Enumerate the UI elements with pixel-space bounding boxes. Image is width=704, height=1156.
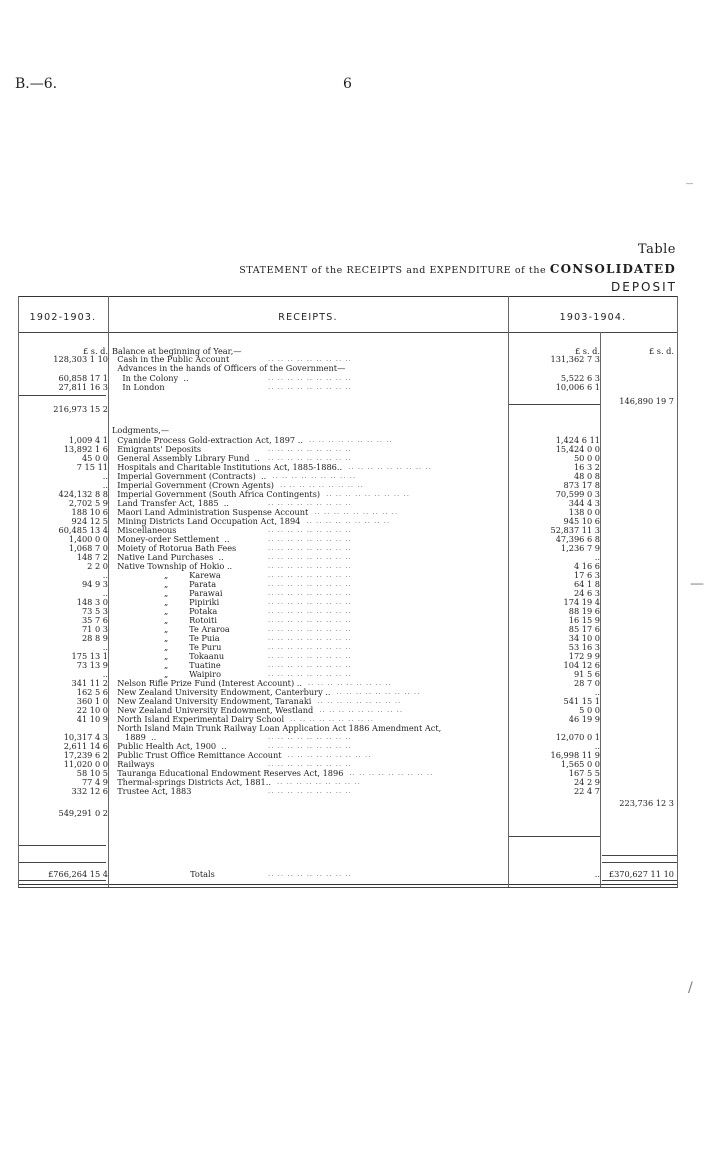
table-row (18, 414, 678, 424)
amount-1902-1903: 94 9 3 (81, 579, 108, 589)
amount-1902-1903: 13,892 1 6 (63, 444, 108, 454)
receipt-description: In the Colony .. (112, 373, 189, 383)
amount-1902-1903: 22 10 0 (76, 705, 108, 715)
amount-1903-1904-item: 1,236 7 9 (560, 543, 600, 553)
dot-leader: .. .. .. .. .. .. .. .. .. (268, 562, 352, 570)
receipt-description: „ Te Puia (112, 633, 220, 643)
amount-1903-1904-item: 47,396 6 8 (555, 534, 600, 544)
table-row (18, 404, 678, 414)
amount-1902-1903: .. (102, 471, 108, 481)
amount-1902-1903: 424,132 8 8 (58, 489, 108, 499)
column-header-1903-1904: 1903-1904. (559, 312, 627, 323)
table-row (18, 869, 678, 879)
amount-1902-1903: £ s. d. (82, 346, 108, 356)
amount-1902-1903: .. (102, 570, 108, 580)
dot-leader: .. .. .. .. .. .. .. .. .. (317, 697, 402, 705)
dot-leader: .. .. .. .. .. .. .. .. .. (308, 436, 393, 444)
amount-1903-1904-item: £ s. d. (574, 346, 600, 356)
amount-1903-1904-item: 16,998 11 9 (550, 750, 600, 760)
amount-1902-1903: 2,611 14 6 (63, 741, 108, 751)
receipt-description: Trustee Act, 1883 (112, 786, 192, 796)
receipt-description: „ Pipiriki (112, 597, 220, 607)
amount-1903-1904-item: 46 19 9 (568, 714, 600, 724)
receipt-description: „ Potaka (112, 606, 218, 616)
dot-leader: .. .. .. .. .. .. .. .. .. (348, 463, 432, 471)
table-row (18, 425, 678, 435)
amount-1903-1904-total: 223,736 12 3 (619, 798, 674, 808)
amount-1902-1903: 216,973 15 2 (53, 404, 108, 414)
amount-1903-1904-item: 53 16 3 (568, 642, 600, 652)
amount-1903-1904-item: 5 0 0 (579, 705, 600, 715)
receipt-description: „ Te Puru (112, 642, 222, 652)
dot-leader: .. .. .. .. .. .. .. .. .. (272, 472, 357, 480)
amount-1902-1903: 360 1 0 (76, 696, 108, 706)
amount-1902-1903: .. (102, 480, 108, 490)
amount-1902-1903: 1,400 0 0 (68, 534, 108, 544)
document-reference: B.—6. (15, 76, 58, 92)
amount-1902-1903: 27,811 16 3 (58, 382, 108, 392)
receipt-description: Hospitals and Charitable Institutions Act, 1885-1886.. (112, 462, 343, 472)
amount-1903-1904-item: 138 0 0 (568, 507, 600, 517)
receipt-description: Public Health Act, 1900 .. (112, 741, 227, 751)
column-header-1902-1903: 1902-1903. (29, 312, 97, 323)
dot-leader: .. .. .. .. .. .. .. .. .. (268, 870, 352, 878)
dot-leader: .. .. .. .. .. .. .. .. .. (268, 589, 352, 597)
dot-leader: .. .. .. .. .. .. .. .. .. (268, 661, 352, 669)
receipt-description: Cash in the Public Account (112, 354, 230, 364)
amount-1903-1904-item: 1,565 0 0 (560, 759, 600, 769)
amount-1902-1903: 60,858 17 1 (58, 373, 108, 383)
amount-1903-1904-item: 873 17 8 (563, 480, 600, 490)
dot-leader: .. .. .. .. .. .. .. .. .. (268, 652, 352, 660)
amount-1902-1903: 332 12 6 (71, 786, 108, 796)
amount-1903-1904-item: 15,424 0 0 (555, 444, 600, 454)
amount-1902-1903: 35 7 6 (81, 615, 108, 625)
receipt-description: North Island Experimental Dairy School (112, 714, 285, 724)
receipt-description: New Zealand University Endowment, Taranaki (112, 696, 312, 706)
dot-leader: .. .. .. .. .. .. .. .. .. (268, 553, 352, 561)
statement-subtitle: DEPOSIT (611, 280, 677, 294)
amount-1903-1904-item: .. (594, 687, 600, 697)
amount-1903-1904-item: 16 3 2 (573, 462, 600, 472)
receipt-description: Emigrants' Deposits (112, 444, 202, 454)
table-row (18, 786, 678, 796)
dot-leader: .. .. .. .. .. .. .. .. .. (268, 787, 352, 795)
dot-leader: .. .. .. .. .. .. .. .. .. (276, 778, 361, 786)
receipt-description: Balance at beginning of Year,— (112, 346, 242, 356)
dot-leader: .. .. .. .. .. .. .. .. .. (268, 355, 352, 363)
receipt-description: Imperial Government (Crown Agents) (112, 480, 274, 490)
amount-1902-1903: 1,068 7 0 (68, 543, 108, 553)
amount-1903-1904-item: 70,599 0 3 (555, 489, 600, 499)
amount-1902-1903: 73 13 9 (76, 660, 108, 670)
receipt-description: Public Trust Office Remittance Account (112, 750, 282, 760)
dot-leader: .. .. .. .. .. .. .. .. .. (268, 598, 352, 606)
receipt-description: Imperial Government (Contracts) .. (112, 471, 267, 481)
dot-leader: .. .. .. .. .. .. .. .. .. (268, 526, 352, 534)
amount-1902-1903: 148 7 2 (76, 552, 108, 562)
amount-1903-1904-item: 344 4 3 (568, 498, 600, 508)
receipt-description: „ Waipiro (112, 669, 222, 679)
dot-leader: .. .. .. .. .. .. .. .. .. (268, 383, 352, 391)
amount-1903-1904-item: 167 5 5 (568, 768, 600, 778)
amount-1902-1903: 41 10 9 (76, 714, 108, 724)
amount-1903-1904-item: 88 19 6 (568, 606, 600, 616)
dot-leader: .. .. .. .. .. .. .. .. .. (268, 580, 352, 588)
dot-leader: .. .. .. .. .. .. .. .. .. (279, 481, 364, 489)
receipt-description: Native Land Purchases .. (112, 552, 224, 562)
page-number: 6 (343, 76, 352, 92)
amount-1903-1904-item: 104 12 6 (563, 660, 600, 670)
dot-leader: .. .. .. .. .. .. .. .. .. (268, 760, 352, 768)
amount-1902-1903: 71 0 3 (81, 624, 108, 634)
amount-1902-1903: 549,291 0 2 (58, 808, 108, 818)
dot-leader: .. .. .. .. .. .. .. .. .. (268, 670, 352, 678)
dot-leader: .. .. .. .. .. .. .. .. .. (349, 769, 434, 777)
receipt-description: New Zealand University Endowment, Westland (112, 705, 314, 715)
receipt-description: Cyanide Process Gold-extraction Act, 1897 .. (112, 435, 303, 445)
receipt-description: Land Transfer Act, 1885 .. (112, 498, 230, 508)
amount-1903-1904-item: 12,070 0 1 (555, 732, 600, 742)
receipt-description: „ Parata (112, 579, 217, 589)
dot-leader: .. .. .. .. .. .. .. .. .. (336, 688, 421, 696)
receipt-description: General Assembly Library Fund .. (112, 453, 260, 463)
amount-1903-1904-item: 541 15 1 (563, 696, 600, 706)
amount-1902-1903: 17,239 6 2 (63, 750, 108, 760)
dot-leader: .. .. .. .. .. .. .. .. .. (268, 616, 352, 624)
amount-1903-1904-item: .. (594, 869, 600, 879)
amount-1903-1904-item: 131,362 7 3 (550, 354, 600, 364)
amount-1903-1904-item: 10,006 6 1 (555, 382, 600, 392)
amount-1903-1904-item: 24 2 9 (573, 777, 600, 787)
amount-1902-1903: 1,009 4 1 (68, 435, 108, 445)
receipt-description: North Island Main Trunk Railway Loan Application Act 1886 Amendment Act, (112, 723, 442, 733)
table-row (18, 818, 678, 828)
amount-1902-1903: 188 10 6 (71, 507, 108, 517)
amount-1903-1904-item: 16 15 9 (568, 615, 600, 625)
amount-1903-1904-item: 22 4 7 (573, 786, 600, 796)
dot-leader: .. .. .. .. .. .. .. .. .. (319, 706, 404, 714)
edge-mark: — (690, 576, 704, 592)
column-header-receipts: RECEIPTS. (278, 312, 338, 323)
amount-1902-1903: 10,317 4 3 (63, 732, 108, 742)
amount-1902-1903: 28 8 9 (81, 633, 108, 643)
receipt-description: Tauranga Educational Endowment Reserves Act, 1896 (112, 768, 344, 778)
amount-1903-1904-item: 17 6 3 (573, 570, 600, 580)
edge-mark: / (688, 980, 693, 996)
amount-1903-1904-item: 52,837 11 3 (550, 525, 600, 535)
dot-leader: .. .. .. .. .. .. .. .. .. (268, 535, 352, 543)
amount-1902-1903: .. (102, 642, 108, 652)
dot-leader: .. .. .. .. .. .. .. .. .. (290, 715, 374, 723)
amount-1902-1903: .. (102, 669, 108, 679)
amount-1903-1904-item: .. (594, 552, 600, 562)
dot-leader: .. .. .. .. .. .. .. .. .. (268, 499, 352, 507)
dot-leader: .. .. .. .. .. .. .. .. .. (268, 733, 352, 741)
amount-1903-1904-item: 50 0 0 (573, 453, 600, 463)
amount-1902-1903: 2,702 5 9 (68, 498, 108, 508)
amount-1903-1904-item: 91 5 6 (573, 669, 600, 679)
amount-1903-1904-item: 5,522 6 3 (560, 373, 600, 383)
amount-1903-1904-item: 64 1 8 (573, 579, 600, 589)
receipt-description: Railways (112, 759, 155, 769)
dot-leader: .. .. .. .. .. .. .. .. .. (268, 445, 352, 453)
dot-leader: .. .. .. .. .. .. .. .. .. (314, 508, 399, 516)
dot-leader: .. .. .. .. .. .. .. .. .. (268, 607, 352, 615)
receipt-description: New Zealand University Endowment, Canterbury .. (112, 687, 331, 697)
amount-1903-1904-item: 1,424 6 11 (555, 435, 600, 445)
dot-leader: .. .. .. .. .. .. .. .. .. (268, 643, 352, 651)
amount-1903-1904-item: 4 16 6 (573, 561, 600, 571)
amount-1903-1904-item: 24 6 3 (573, 588, 600, 598)
dot-leader: .. .. .. .. .. .. .. .. .. (268, 625, 352, 633)
amount-1903-1904-item: 945 10 6 (563, 516, 600, 526)
statement-title-prefix: STATEMENT of the RECEIPTS and EXPENDITURE of the (239, 265, 547, 276)
receipt-description: In London (112, 382, 165, 392)
amount-1903-1904-item: 48 0 8 (573, 471, 600, 481)
amount-1903-1904-total: £370,627 11 10 (608, 869, 674, 879)
dot-leader: .. .. .. .. .. .. .. .. .. (268, 742, 352, 750)
dot-leader: .. .. .. .. .. .. .. .. .. (268, 544, 352, 552)
receipt-description: Thermal-springs Districts Act, 1881.. (112, 777, 271, 787)
receipt-description: Lodgments,— (112, 425, 170, 435)
amount-1903-1904-item: 85 17 6 (568, 624, 600, 634)
amount-1902-1903: 341 11 2 (71, 678, 108, 688)
dot-leader: .. .. .. .. .. .. .. .. .. (307, 679, 392, 687)
amount-1902-1903: 45 0 0 (81, 453, 108, 463)
table-label: Table (637, 242, 676, 257)
receipt-description: Nelson Rifle Prize Fund (Interest Account) .. (112, 678, 302, 688)
table-row (18, 382, 678, 392)
dot-leader: .. .. .. .. .. .. .. .. .. (268, 454, 352, 462)
dot-leader: .. .. .. .. .. .. .. .. .. (268, 634, 352, 642)
amount-1902-1903: .. (102, 588, 108, 598)
receipt-description: Native Township of Hokio .. (112, 561, 233, 571)
statement-title (0, 262, 676, 276)
amount-1902-1903: 11,020 0 0 (63, 759, 108, 769)
amount-1902-1903: 148 3 0 (76, 597, 108, 607)
dot-leader: .. .. .. .. .. .. .. .. .. (326, 490, 410, 498)
receipts-table (18, 296, 678, 905)
receipt-description: „ Rotoiti (112, 615, 217, 625)
receipt-description: Advances in the hands of Officers of the Government— (112, 363, 346, 373)
receipt-description: „ Te Araroa (112, 624, 230, 634)
receipt-description: „ Tuatine (112, 660, 221, 670)
statement-title-emphasis: CONSOLIDATED (549, 262, 676, 276)
amount-1903-1904-item: 34 10 0 (568, 633, 600, 643)
amount-1903-1904-total: 146,890 19 7 (619, 396, 674, 406)
dot-leader: .. .. .. .. .. .. .. .. .. (306, 517, 391, 525)
receipt-description: Totals (112, 869, 215, 879)
amount-1902-1903: 162 5 6 (76, 687, 108, 697)
amount-1903-1904-item: 172 9 9 (568, 651, 600, 661)
amount-1902-1903: 73 5 3 (81, 606, 108, 616)
table-row (18, 808, 678, 818)
receipt-description: Mining Districts Land Occupation Act, 1894 (112, 516, 301, 526)
table-row (18, 363, 678, 373)
receipt-description: „ Karewa (112, 570, 221, 580)
receipt-description: Miscellaneous (112, 525, 177, 535)
amount-1902-1903: 924 12 5 (71, 516, 108, 526)
edge-mark: ‾ (686, 182, 693, 198)
receipt-description: „ Tokaanu (112, 651, 225, 661)
amount-1903-1904-item: 174 19 4 (563, 597, 600, 607)
amount-1902-1903: 2 2 0 (87, 561, 108, 571)
receipt-description: Moiety of Rotorua Bath Fees (112, 543, 237, 553)
amount-1902-1903: 60,485 13 4 (58, 525, 108, 535)
amount-1902-1903: 77 4 9 (81, 777, 108, 787)
receipt-description: Money-order Settlement .. (112, 534, 230, 544)
amount-1902-1903: 128,303 1 10 (53, 354, 108, 364)
dot-leader: .. .. .. .. .. .. .. .. .. (268, 374, 352, 382)
amount-1903-1904-item: 28 7 0 (573, 678, 600, 688)
receipt-description: 1889 .. (112, 732, 157, 742)
amount-1902-1903: 58 10 5 (76, 768, 108, 778)
dot-leader: .. .. .. .. .. .. .. .. .. (268, 571, 352, 579)
table-row (18, 798, 678, 808)
amount-1902-1903: £766,264 15 4 (48, 869, 108, 879)
receipt-description: „ Parawai (112, 588, 223, 598)
amount-1902-1903: 175 13 1 (71, 651, 108, 661)
amount-1902-1903: 7 15 11 (76, 462, 108, 472)
receipt-description: Maori Land Administration Suspense Account (112, 507, 309, 517)
receipt-description: Imperial Government (South Africa Contingents) (112, 489, 321, 499)
amount-1903-1904-total: £ s. d. (648, 346, 674, 356)
amount-1903-1904-item: .. (594, 741, 600, 751)
dot-leader: .. .. .. .. .. .. .. .. .. (287, 751, 372, 759)
